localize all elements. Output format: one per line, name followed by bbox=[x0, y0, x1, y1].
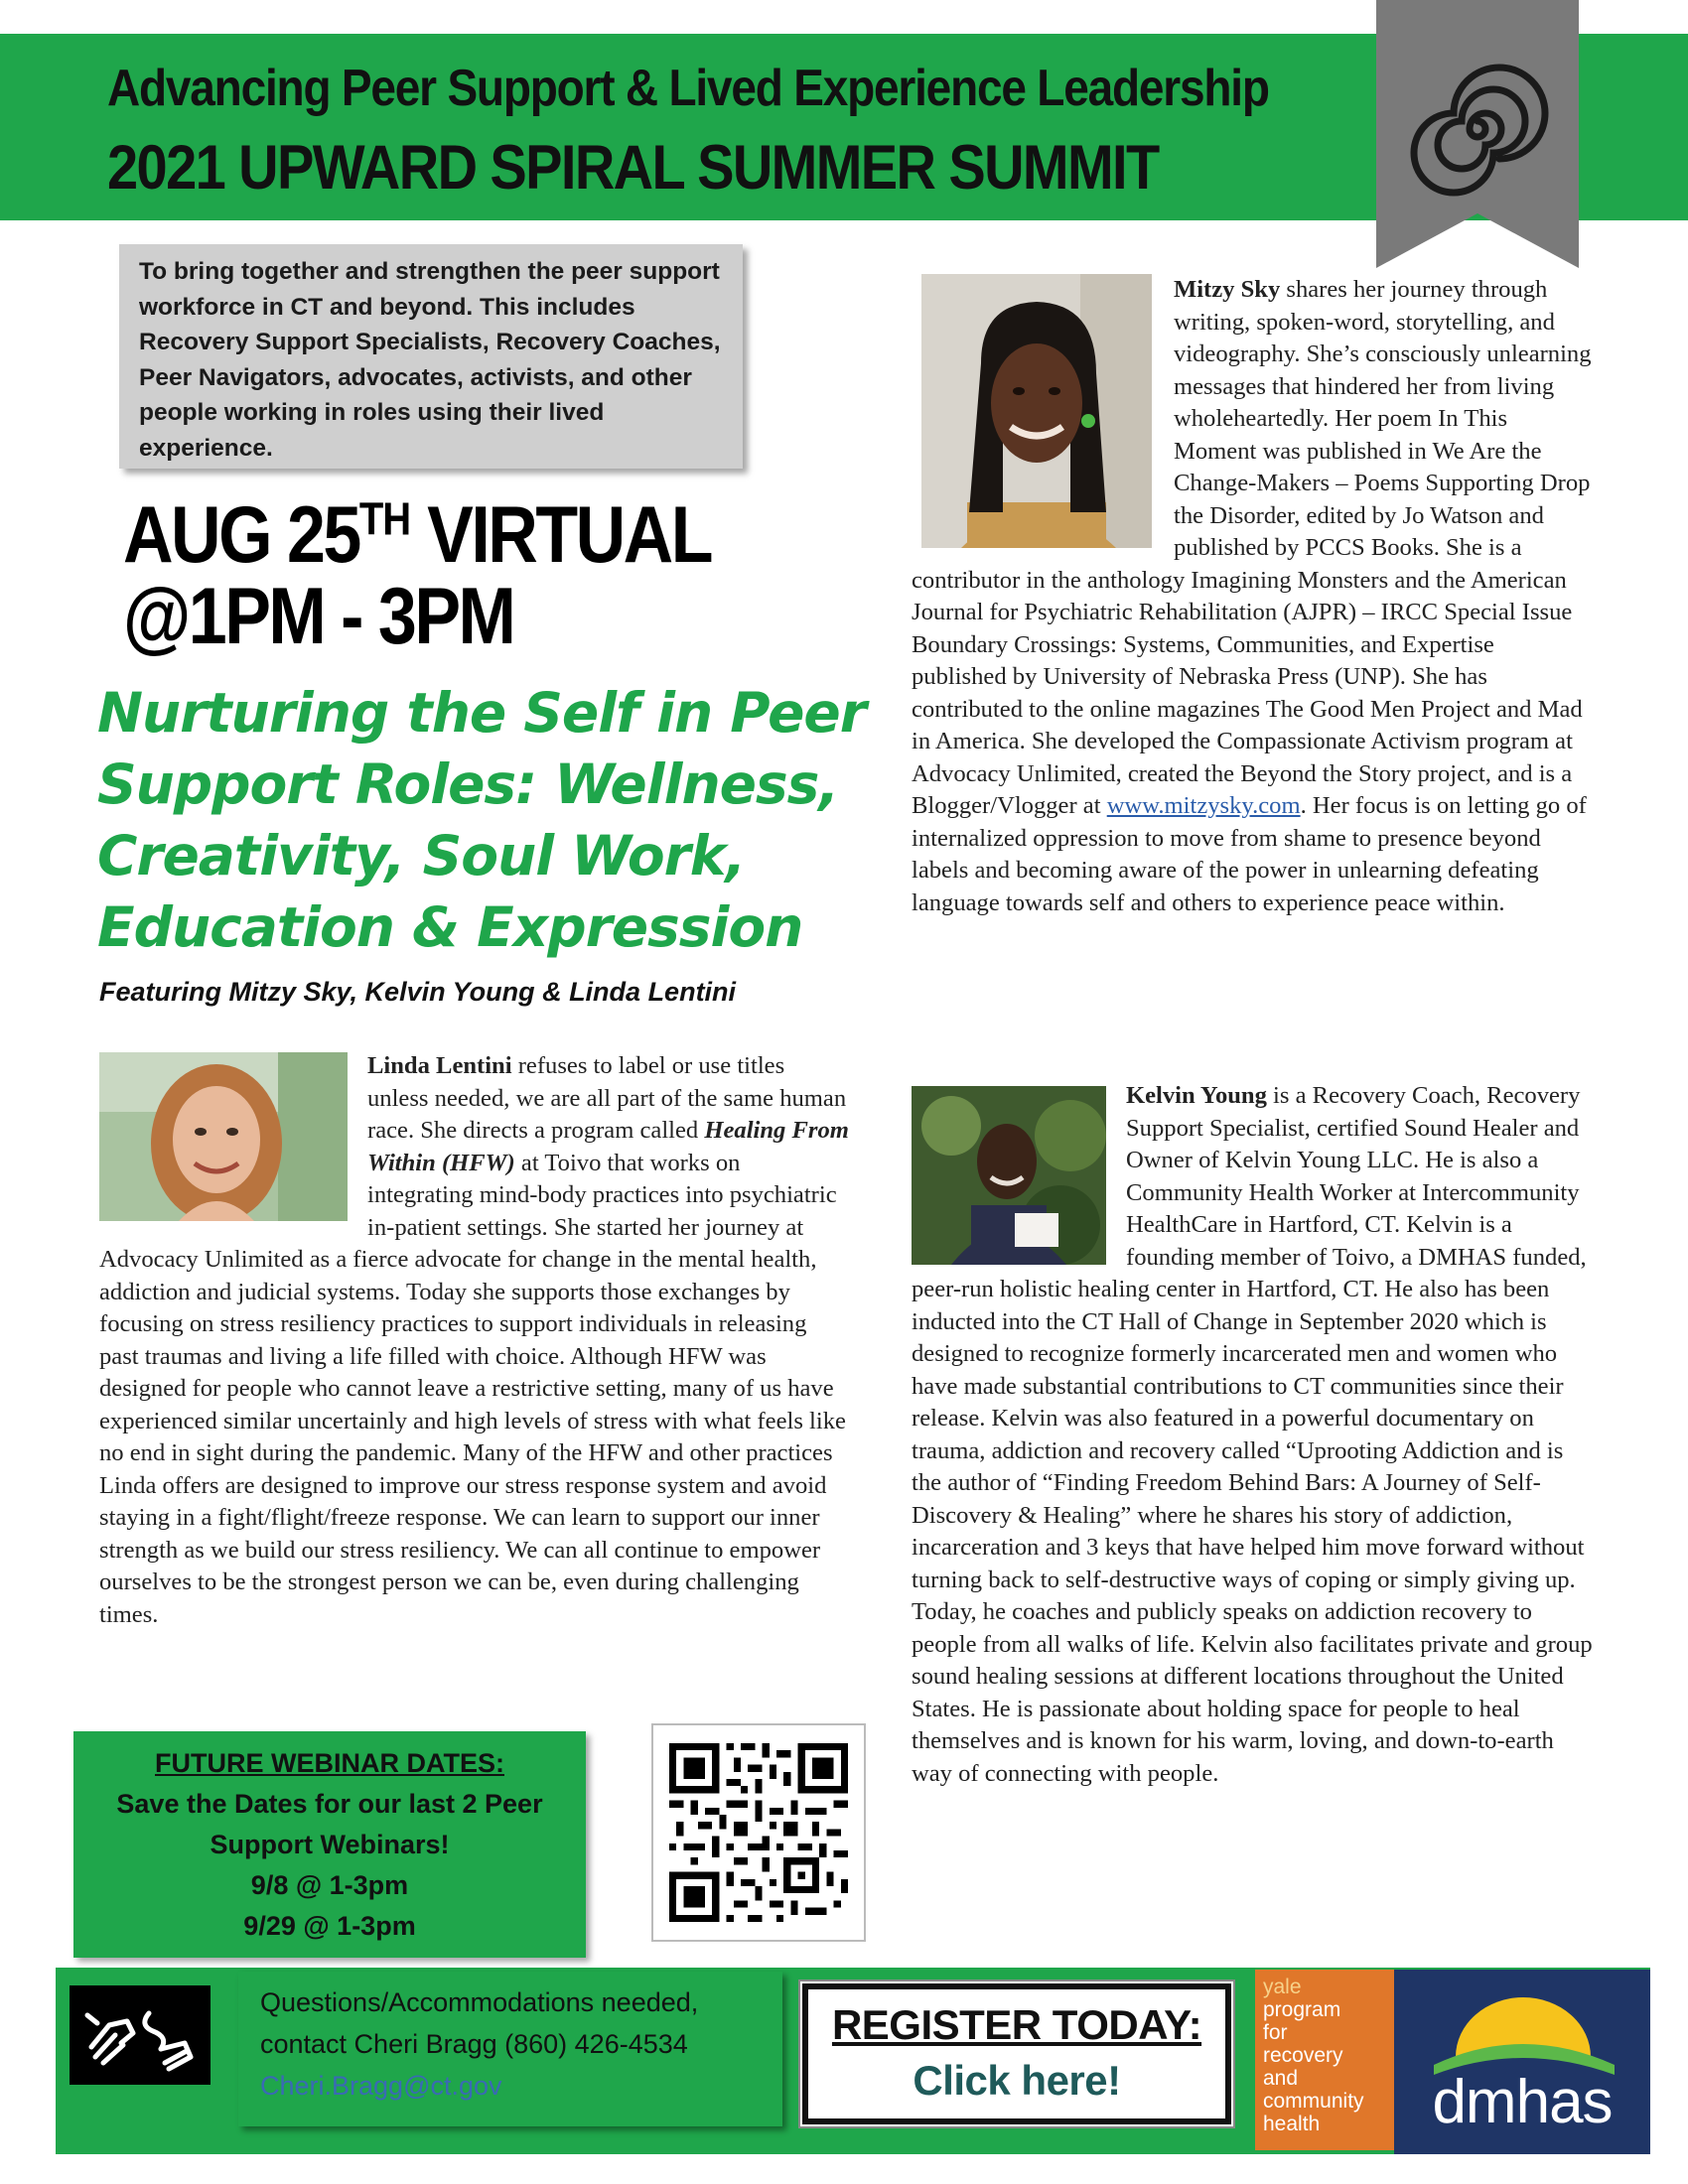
webinar-date-1: 9/8 @ 1-3pm bbox=[250, 1870, 409, 1900]
yale-logo-line3: for bbox=[1263, 2021, 1288, 2044]
qr-code-icon[interactable] bbox=[669, 1743, 848, 1922]
event-time: @1PM - 3PM bbox=[123, 571, 514, 661]
contact-email-link[interactable]: Cheri.Bragg@ct.gov bbox=[260, 2071, 502, 2101]
webinar-line2: Support Webinars! bbox=[210, 1830, 450, 1859]
kelvin-photo bbox=[912, 1086, 1106, 1265]
sign-language-icon bbox=[70, 1985, 211, 2085]
mitzy-name: Mitzy Sky bbox=[1174, 276, 1281, 303]
register-link[interactable]: Click here! bbox=[913, 2057, 1121, 2104]
kelvin-name: Kelvin Young bbox=[1126, 1082, 1267, 1109]
header-subtitle: Advancing Peer Support & Lived Experience Leadership bbox=[107, 59, 1269, 117]
future-webinars-box bbox=[73, 1731, 586, 1958]
yale-logo-line5: and bbox=[1263, 2067, 1299, 2090]
mitzy-bio bbox=[912, 274, 1593, 919]
webinar-date-2: 9/29 @ 1-3pm bbox=[243, 1911, 416, 1941]
session-title: Nurturing the Self in Peer Support Roles: Wellness, Creativity, Soul Work, Education & Expression bbox=[97, 681, 866, 959]
featuring-line: Featuring Mitzy Sky, Kelvin Young & Linda Lentini bbox=[99, 977, 737, 1007]
event-format: VIRTUAL bbox=[410, 489, 711, 580]
yale-logo-line4: recovery bbox=[1263, 2044, 1343, 2067]
spiral-icon bbox=[1376, 0, 1579, 268]
asl-badge bbox=[70, 1985, 211, 2085]
webinar-heading: FUTURE WEBINAR DATES: bbox=[155, 1748, 504, 1778]
linda-program: Healing From Within (HFW) bbox=[367, 1117, 849, 1176]
mitzy-photo bbox=[921, 274, 1152, 548]
register-heading: REGISTER TODAY: bbox=[831, 2001, 1202, 2048]
page-title: 2021 UPWARD SPIRAL SUMMER SUMMIT bbox=[107, 132, 1159, 203]
kelvin-bio bbox=[912, 1080, 1593, 1790]
mitzy-bio-part2: . Her focus is on letting go of internalized oppression to move from shame to presence beyond labels and becoming aware of the power in unlearning defeating language towards self and others to experience peace within. bbox=[912, 792, 1587, 916]
contact-line2: contact Cheri Bragg (860) 426-4534 bbox=[260, 2029, 688, 2059]
mission-box: To bring together and strengthen the peer support workforce in CT and beyond. This includes Recovery Support Specialists, Recovery Coaches, Peer Navigators, advocates, activists, and other people working in roles using their lived experience. bbox=[119, 244, 743, 469]
dmhas-logo bbox=[1394, 1970, 1650, 2154]
linda-photo bbox=[99, 1052, 348, 1221]
kelvin-bio-text: is a Recovery Coach, Recovery Support Specialist, certified Sound Healer and Owner of Kelvin Young LLC. He is also a Community Health Worker at Intercommunity HealthCare in Hartford, CT. Kelvin is a founding member of Toivo, a DMHAS funded, peer-run holistic healing center in Hartford, CT. He also has been inducted into the CT Hall of Change in September 2020 which is designed to recognize formerly incarcerated men and women who have made substantial contributions to CT communities since their release. Kelvin was also featured in a powerful documentary on trauma, addiction and recovery called “Uprooting Addiction and is the author of “Finding Freedom Behind Bars: A Journey of Self-Discovery & Healing” where he shares his story of addiction, incarceration and 3 keys that have helped him move forward without turning back to self-destructive ways of coping or simply giving up. Today, he coaches and publicly speaks on addiction recovery to people from all walks of life. Kelvin also facilitates private and group sound healing sessions at different locations throughout the United States. He is passionate about holding space for people to heal themselves and is known for his warm, loving, and down-to-earth way of connecting with people. bbox=[912, 1082, 1593, 1787]
linda-bio-part1: refuses to label or use titles unless needed, we are all part of the same human race. She directs a program called bbox=[367, 1052, 847, 1144]
webinar-line1: Save the Dates for our last 2 Peer bbox=[116, 1789, 543, 1819]
mitzy-website-link[interactable]: www.mitzysky.com bbox=[1106, 792, 1301, 819]
contact-line1: Questions/Accommodations needed, bbox=[260, 1987, 699, 2017]
yale-logo bbox=[1255, 1970, 1394, 2150]
linda-bio bbox=[99, 1050, 850, 1631]
mitzy-bio-part1: shares her journey through writing, spoken-word, storytelling, and videography. She’s consciously unlearning messages that hindered her from living wholeheartedly. Her poem In This Moment was published in We Are the Change-Makers – Poems Supporting Drop the Disorder, edited by Jo Watson and published by PCCS Books. She is a contributor in the anthology Imagining Monsters and the American Journal for Psychiatric Rehabilitation (AJPR) – IRCC Special Issue Boundary Crossings: Systems, Communities, and Expertise published by University of Nebraska Press (UNP). She has contributed to the online magazines The Good Men Project and Mad in America. She developed the Compassionate Activism program at Advocacy Unlimited, created the Beyond the Story project, and is a Blogger/Vlogger at bbox=[912, 276, 1592, 819]
event-date-suffix: TH bbox=[358, 494, 411, 545]
register-button[interactable] bbox=[802, 1983, 1231, 2124]
event-date-main: AUG 25 bbox=[123, 489, 359, 580]
event-date bbox=[123, 489, 711, 580]
yale-logo-line2: program bbox=[1263, 1998, 1341, 2021]
qr-code-frame[interactable] bbox=[651, 1723, 866, 1942]
yale-logo-line1: yale bbox=[1263, 1976, 1302, 1998]
contact-box bbox=[238, 1972, 782, 2126]
yale-logo-line6: community bbox=[1263, 2090, 1364, 2113]
dmhas-logo-text: dmhas bbox=[1432, 2068, 1613, 2136]
yale-logo-line7: health bbox=[1263, 2113, 1321, 2135]
linda-name: Linda Lentini bbox=[367, 1052, 512, 1079]
linda-bio-part2: at Toivo that works on integrating mind-body practices into psychiatric in-patient settings. She started her journey at Advocacy Unlimited as a fierce advocate for change in the mental health, addiction and judicial systems. Today she supports those exchanges by focusing on stress resiliency practices to support individuals in releasing past traumas and living a life filled with choice. Although HFW was designed for people who cannot leave a restrictive setting, many of us have experienced similar uncertainly and high levels of stress with what feels like no end in sight during the pandemic. Many of the HFW and other practices Linda offers are designed to improve our stress response system and avoid staying in a fight/flight/freeze response. We can learn to support our inner strength as we build our stress resiliency. We can all continue to empower ourselves to be the strongest person we can be, even during challenging times. bbox=[99, 1149, 846, 1628]
